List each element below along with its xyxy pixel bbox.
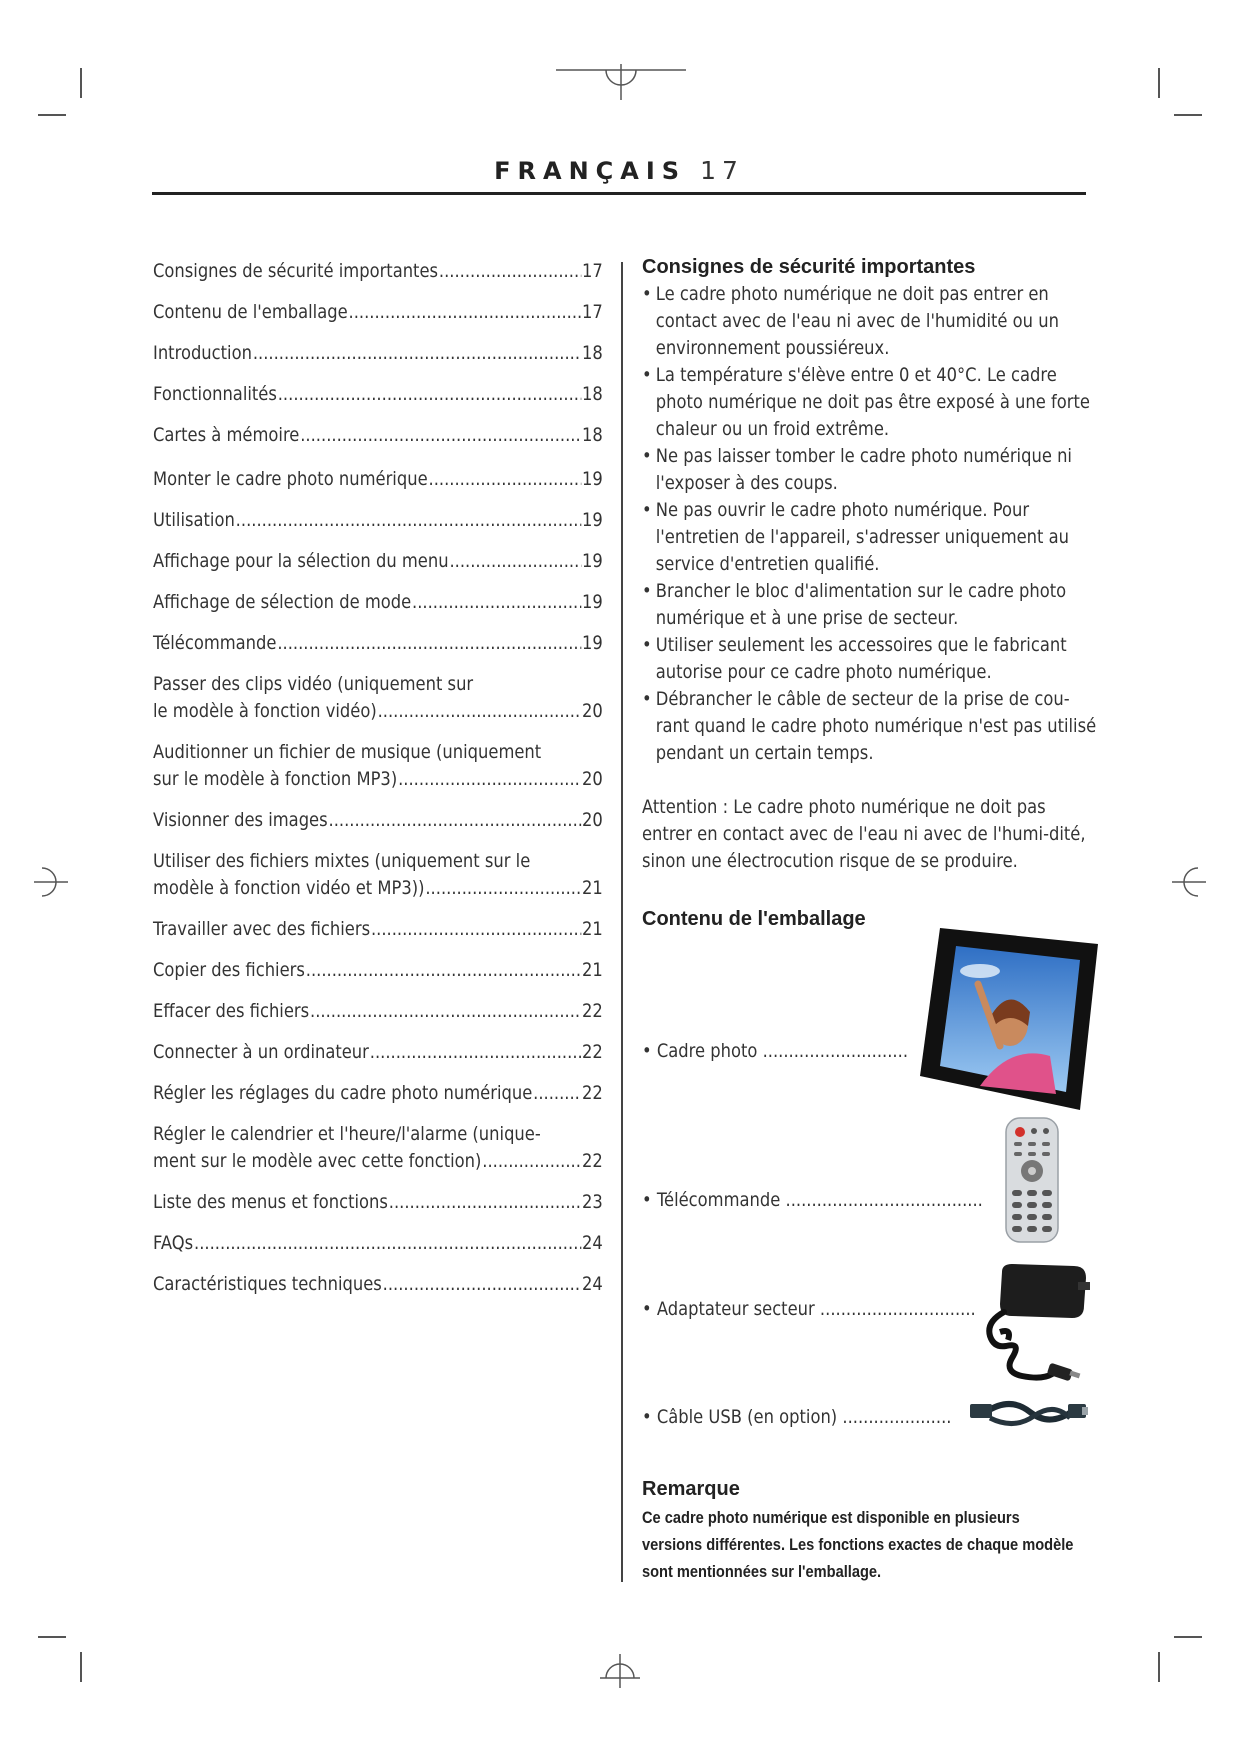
table-of-contents: [153, 258, 603, 1298]
crop-mark: [80, 68, 82, 98]
package-title: Contenu de l'emballage: [642, 908, 866, 930]
toc-entry: Visionner des images ..... 20: [153, 807, 603, 834]
package-item-frame: • Cadre photo ............................: [642, 1040, 909, 1062]
toc-entry: Affichage de sélection de mode ..... 19: [153, 589, 603, 616]
package-item-adapter: • Adaptateur secteur ..............................: [642, 1298, 976, 1320]
page-header: [152, 156, 1086, 195]
toc-entry: FAQs ..... 24: [153, 1230, 603, 1257]
toc-entry: Régler les réglages du cadre photo numérique ..... 22: [153, 1080, 603, 1107]
package-item-remote: • Télécommande ......................................: [642, 1189, 983, 1211]
toc-entry: Copier des fichiers ..... 21: [153, 957, 603, 984]
safety-item: • Débrancher le câble de secteur de la prise de cou-rant quand le cadre photo numérique n'est pas utilisé pendant un certain temps.: [642, 686, 1098, 767]
crop-mark: [1158, 68, 1160, 98]
toc-entry: Affichage pour la sélection du menu ..... 19: [153, 548, 603, 575]
registration-mark-left: [34, 862, 68, 902]
crop-mark: [1174, 1636, 1202, 1638]
toc-entry: Effacer des fichiers ..... 22: [153, 998, 603, 1025]
photo-frame-image: [920, 926, 1098, 1116]
toc-entry: Contenu de l'emballage ..... 17: [153, 299, 603, 326]
toc-entry: Télécommande ..... 19: [153, 630, 603, 657]
toc-entry: Utilisation ..... 19: [153, 507, 603, 534]
crop-mark: [38, 114, 66, 116]
crop-mark: [80, 1652, 82, 1682]
registration-mark-right: [1172, 862, 1206, 902]
safety-item: • Brancher le bloc d'alimentation sur le cadre photo numérique et à une prise de secteur.: [642, 578, 1098, 632]
safety-item: • La température s'élève entre 0 et 40°C. Le cadre photo numérique ne doit pas être exposé à une forte chaleur ou un froid extrême.: [642, 362, 1098, 443]
crop-mark: [1158, 1652, 1160, 1682]
safety-title: Consignes de sécurité importantes: [642, 256, 976, 278]
registration-mark-top: [556, 64, 686, 104]
toc-entry: Passer des clips vidéo (uniquement sur le modèle à fonction vidéo) ..... 20: [153, 671, 603, 725]
note-title: Remarque: [642, 1478, 740, 1500]
power-adapter-image: [982, 1262, 1092, 1386]
toc-entry: Connecter à un ordinateur ..... 22: [153, 1039, 603, 1066]
safety-item: • Utiliser seulement les accessoires que le fabricant autorise pour ce cadre photo numérique.: [642, 632, 1098, 686]
toc-entry: Liste des menus et fonctions ..... 23: [153, 1189, 603, 1216]
toc-entry: Consignes de sécurité importantes ..... 17: [153, 258, 603, 285]
registration-mark-bottom: [600, 1654, 640, 1688]
column-divider: [621, 262, 623, 1582]
note-body: Ce cadre photo numérique est disponible en plusieurs versions différentes. Les fonctions exactes de chaque modèle sont mentionnées sur l'emballage.: [642, 1508, 1074, 1581]
safety-body: [642, 281, 1098, 875]
attention-note: Attention : Le cadre photo numérique ne doit pas entrer en contact avec de l'eau ni avec de l'humi-dité, sinon une électrocution risque de se produire.: [642, 796, 1086, 872]
safety-list: [642, 281, 1098, 767]
toc-entry: Monter le cadre photo numérique ..... 19: [153, 466, 603, 493]
crop-mark: [38, 1636, 66, 1638]
language-label: FRANÇAIS: [494, 157, 687, 185]
toc-entry: Travailler avec des fichiers ..... 21: [153, 916, 603, 943]
safety-section: [642, 256, 1102, 875]
toc-entry: Régler le calendrier et l'heure/l'alarme (unique- ment sur le modèle avec cette fonction) ..... 22: [153, 1121, 603, 1175]
toc-entry: Caractéristiques techniques ..... 24: [153, 1271, 603, 1298]
package-item-usb-cable: • Câble USB (en option) .....................: [642, 1406, 952, 1428]
remote-control-image: [1002, 1116, 1062, 1244]
safety-item: • Le cadre photo numérique ne doit pas entrer en contact avec de l'eau ni avec de l'humidité ou un environnement poussiéreux.: [642, 281, 1098, 362]
safety-item: • Ne pas ouvrir le cadre photo numérique. Pour l'entretien de l'appareil, s'adresser uniquement au service d'entretien qualifié.: [642, 497, 1098, 578]
crop-mark: [1174, 114, 1202, 116]
page-number: 17: [700, 156, 744, 185]
toc-entry: Auditionner un fichier de musique (uniquement sur le modèle à fonction MP3) ..... 20: [153, 739, 603, 793]
safety-item: • Ne pas laisser tomber le cadre photo numérique ni l'exposer à des coups.: [642, 443, 1098, 497]
usb-cable-image: [970, 1390, 1088, 1434]
toc-entry: Fonctionnalités ..... 18: [153, 381, 603, 408]
toc-entry: Cartes à mémoire ..... 18: [153, 422, 603, 449]
toc-entry: Utiliser des fichiers mixtes (uniquement sur le modèle à fonction vidéo et MP3)) ..... 21: [153, 848, 603, 902]
toc-entry: Introduction ..... 18: [153, 340, 603, 367]
